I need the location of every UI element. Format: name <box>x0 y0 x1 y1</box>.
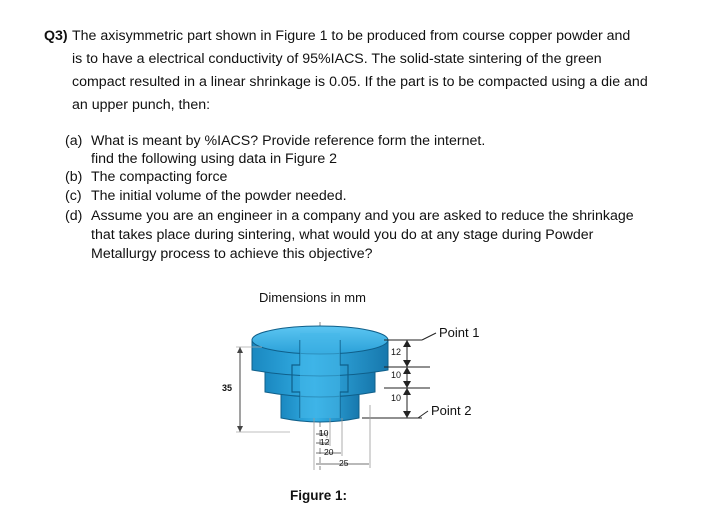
dim-35-label: 35 <box>222 383 233 393</box>
item-a-label: (a) <box>65 133 83 149</box>
item-a-line-2: find the following using data in Figure 2 <box>91 151 338 167</box>
intro-line-2: is to have a electrical conductivity of 95%IACS. The solid-state sintering of the green <box>72 51 602 67</box>
point2-leader <box>418 411 428 418</box>
figure-caption: Figure 1: <box>290 488 348 503</box>
dim-10-mid-label: 10 <box>391 370 402 380</box>
point1-leader <box>422 333 436 340</box>
item-d-line-1: Assume you are an engineer in a company and you are asked to reduce the shrinkage <box>91 208 634 224</box>
item-c-line-1: The initial volume of the powder needed. <box>91 188 347 204</box>
dim-12-label: 12 <box>391 347 402 357</box>
item-d-label: (d) <box>65 208 83 224</box>
dim-d10-label: 10 <box>319 428 329 438</box>
dim-d20-label: 20 <box>324 447 334 457</box>
item-d-line-3: Metallurgy process to achieve this objective? <box>91 246 373 262</box>
intro-line-1: The axisymmetric part shown in Figure 1 to be produced from course copper powder and <box>72 28 631 44</box>
item-b-label: (b) <box>65 169 83 185</box>
item-d-line-2: that takes place during sintering, what would you do at any stage during Powder <box>91 227 594 243</box>
figure-units-label: Dimensions in mm <box>259 290 366 305</box>
item-b-line-1: The compacting force <box>91 169 228 185</box>
item-c-label: (c) <box>65 188 82 204</box>
dim-d12-label: 12 <box>320 437 330 447</box>
intro-line-4: an upper punch, then: <box>72 97 211 113</box>
point-1-label: Point 1 <box>439 325 480 340</box>
point-2-label: Point 2 <box>431 403 472 418</box>
dim-d25-label: 25 <box>339 458 349 468</box>
item-a-line-1: What is meant by %IACS? Provide reference form the internet. <box>91 133 486 149</box>
intro-line-3: compact resulted in a linear shrinkage is 0.05. If the part is to be compacted using a die and <box>72 74 648 90</box>
part-cutaway <box>300 333 340 418</box>
question-label: Q3) <box>44 28 68 44</box>
dim-10-low-label: 10 <box>391 393 402 403</box>
